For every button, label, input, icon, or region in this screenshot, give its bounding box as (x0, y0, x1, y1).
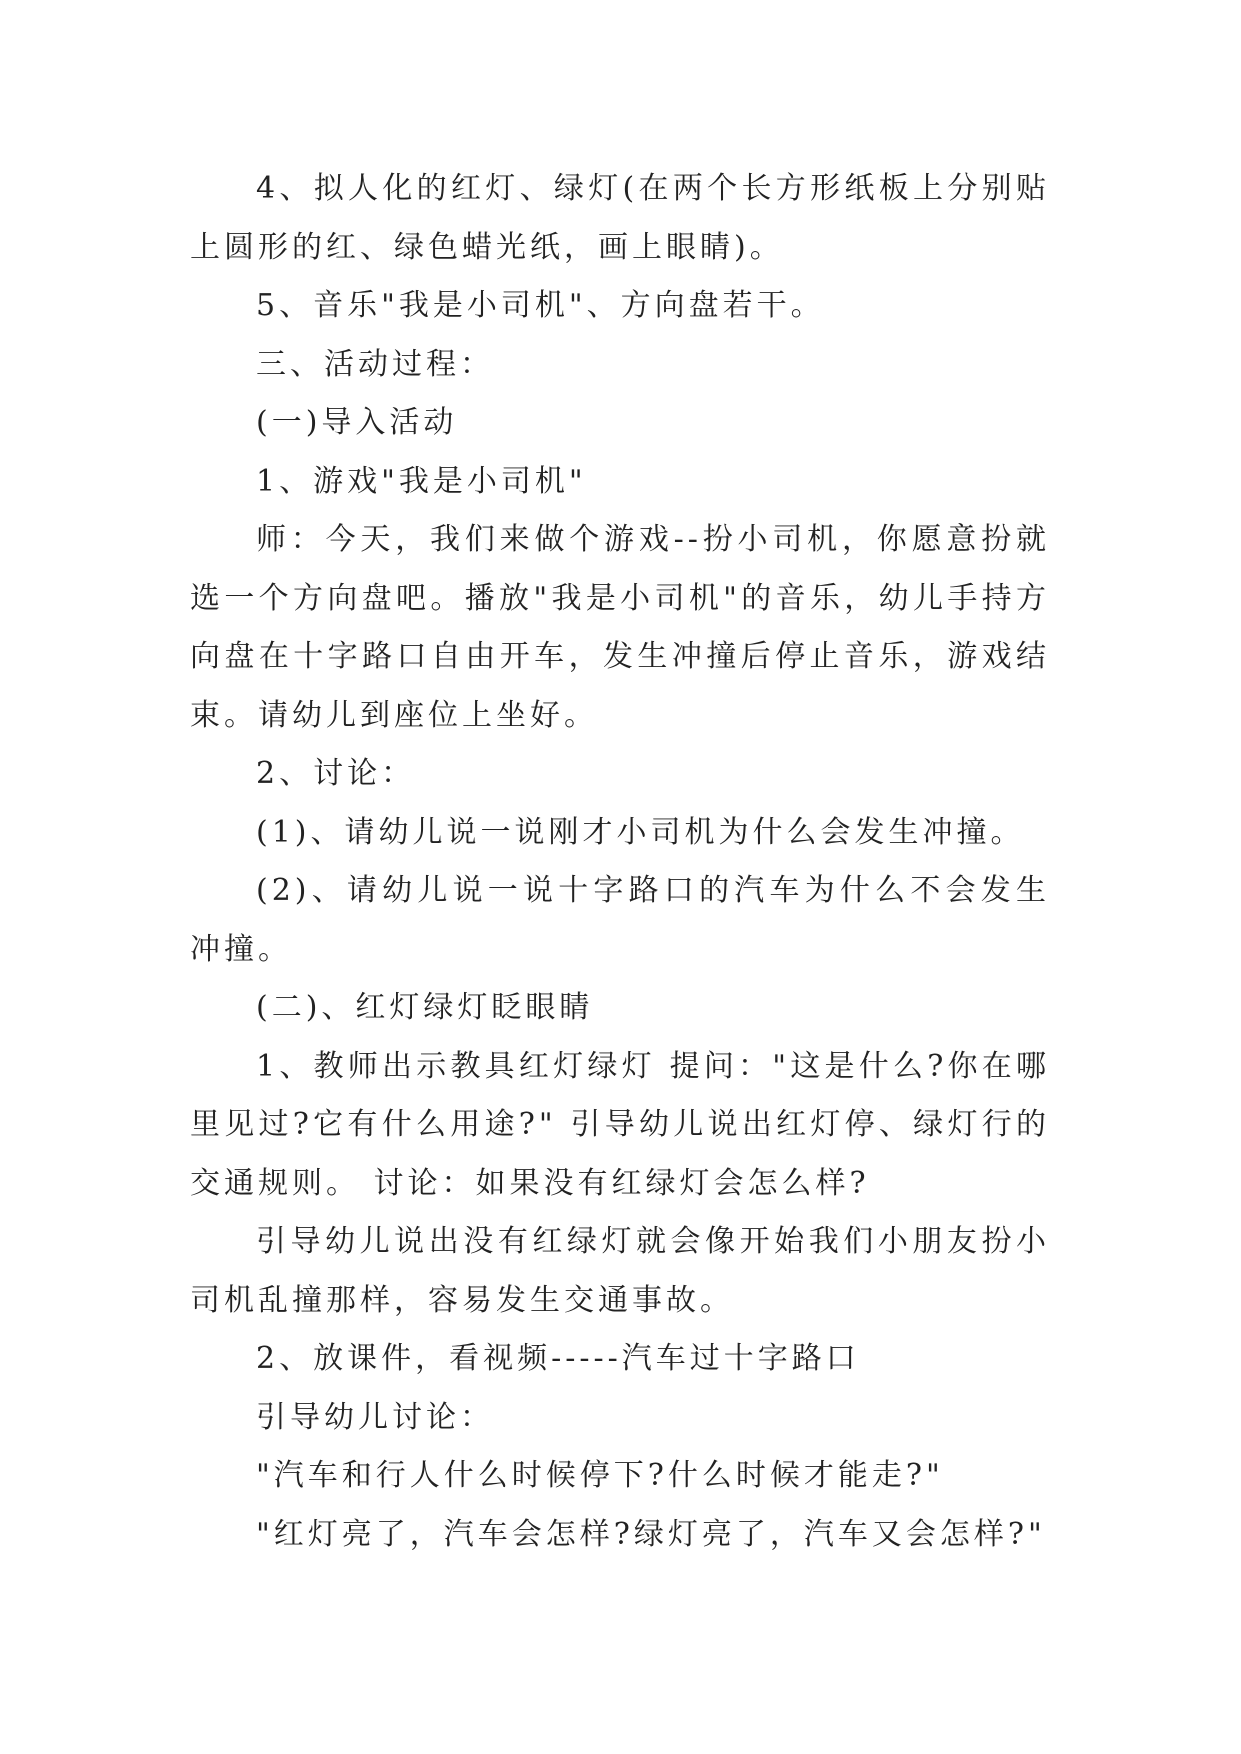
section-heading-activity-process: 三、活动过程： (256, 346, 494, 382)
paragraph-question-2: "红灯亮了，汽车会怎样?绿灯亮了，汽车又会怎样?" (256, 1516, 1046, 1552)
paragraph-teaching-aid: 1、教师出示教具红灯绿灯 提问："这是什么?你在哪里见过?它有什么用途?" 引导幼儿说出红灯停、绿灯行的交通规则。 讨论：如果没有红绿灯会怎么样? (190, 1048, 1050, 1201)
document-body (190, 160, 1050, 1564)
paragraph-teacher-instructions: 师：今天，我们来做个游戏--扮小司机，你愿意扮就选一个方向盘吧。播放"我是小司机"的音乐，幼儿手持方向盘在十字路口自由开车，发生冲撞后停止音乐，游戏结束。请幼儿到座位上坐好。 (190, 522, 1050, 733)
paragraph-guide-accidents: 引导幼儿说出没有红绿灯就会像开始我们小朋友扮小司机乱撞那样，容易发生交通事故。 (190, 1224, 1050, 1318)
paragraph-materials-5: 5、音乐"我是小司机"、方向盘若干。 (256, 288, 825, 323)
paragraph-video: 2、放课件，看视频-----汽车过十字路口 (256, 1341, 860, 1376)
subsection-heading-intro: (一)导入活动 (256, 405, 458, 440)
paragraph-question-1: "汽车和行人什么时候停下?什么时候才能走?" (256, 1458, 944, 1493)
paragraph-guide-discussion: 引导幼儿讨论： (256, 1399, 494, 1435)
paragraph-game-title: 1、游戏"我是小司机" (256, 463, 587, 499)
paragraph-discussion-1: (1)、请幼儿说一说刚才小司机为什么会发生冲撞。 (256, 814, 1025, 850)
paragraph-materials-4: 4、拟人化的红灯、绿灯(在两个长方形纸板上分别贴上圆形的红、绿色蜡光纸，画上眼睛)。 (190, 171, 1050, 265)
paragraph-discussion-title: 2、讨论： (256, 756, 416, 791)
paragraph-discussion-2: (2)、请幼儿说一说十字路口的汽车为什么不会发生冲撞。 (190, 873, 1050, 967)
subsection-heading-lights: (二)、红灯绿灯眨眼睛 (256, 990, 594, 1025)
